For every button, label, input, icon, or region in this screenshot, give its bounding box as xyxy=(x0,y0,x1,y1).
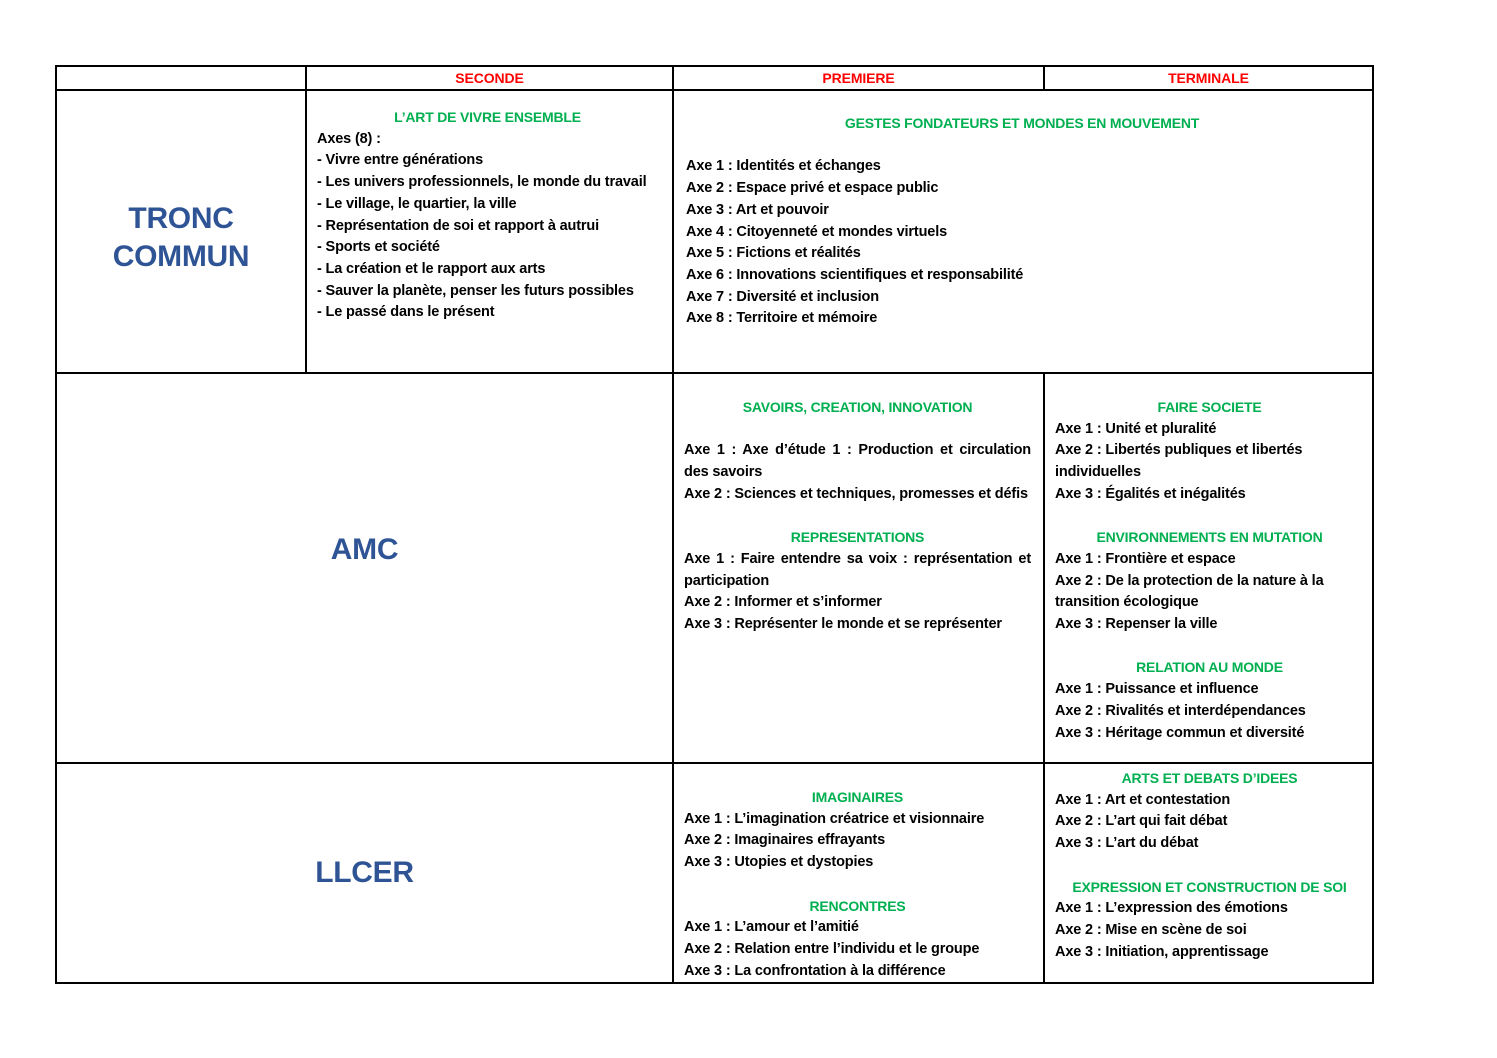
row-label-cell-amc xyxy=(57,374,674,764)
axis-item: Axe 3 : Héritage commun et diversité xyxy=(1055,724,1305,741)
header-blank-cell xyxy=(57,67,307,91)
cell-llcer-premiere xyxy=(674,764,1045,982)
section-title: EXPRESSION ET CONSTRUCTION DE SOI xyxy=(1072,878,1347,895)
axis-item: Axe 2 : Relation entre l’individu et le groupe xyxy=(684,940,980,957)
axis-item: Axe 3 : Égalités et inégalités xyxy=(1055,485,1246,502)
axis-item: Axe 3 : Initiation, apprentissage xyxy=(1055,943,1269,960)
column-header-terminale: TERMINALE xyxy=(1045,67,1372,91)
axis-item: Axe 1 : Unité et pluralité xyxy=(1055,420,1217,437)
section-title: L’ART DE VIVRE ENSEMBLE xyxy=(394,109,581,125)
axis-item: Axe 8 : Territoire et mémoire xyxy=(686,310,878,327)
theme-item: - Sports et société xyxy=(317,239,440,256)
column-header-seconde: SECONDE xyxy=(307,67,674,91)
cell-llcer-terminale xyxy=(1045,764,1372,982)
axis-item: Axe 1 : Axe d’étude 1 : Production et circulation des savoirs xyxy=(684,442,1031,481)
axis-item: Axe 3 : Utopies et dystopies xyxy=(684,854,874,871)
theme-item: - Vivre entre générations xyxy=(317,152,484,169)
axis-item: Axe 5 : Fictions et réalités xyxy=(686,245,861,262)
section-expression-et-construction-de-soi xyxy=(1055,877,1364,964)
axis-item: Axe 3 : Repenser la ville xyxy=(1055,616,1218,633)
section-relation-au-monde xyxy=(1055,657,1364,744)
theme-item: - La création et le rapport aux arts xyxy=(317,260,546,277)
axis-item: Axe 1 : Identités et échanges xyxy=(686,158,881,175)
section-title: FAIRE SOCIETE xyxy=(1157,399,1262,415)
axis-item: Axe 2 : Libertés publiques et libertés individuelles xyxy=(1055,442,1303,481)
theme-item: - Représentation de soi et rapport à autrui xyxy=(317,217,599,234)
axis-item: Axe 4 : Citoyenneté et mondes virtuels xyxy=(686,223,948,240)
axis-item: Axe 1 : Faire entendre sa voix : représentation et participation xyxy=(684,550,1031,589)
row-label-amc: AMC xyxy=(330,533,399,566)
section-representations xyxy=(684,527,1031,636)
axis-item: Axe 2 : Imaginaires effrayants xyxy=(684,832,886,849)
theme-item: - Sauver la planète, penser les futurs possibles xyxy=(317,282,634,299)
axis-item: Axe 2 : Sciences et techniques, promesses et défis xyxy=(684,485,1028,502)
column-header-premiere: PREMIERE xyxy=(674,67,1045,91)
section-title: ARTS ET DEBATS D’IDEES xyxy=(1121,770,1298,786)
section-faire-societe xyxy=(1055,397,1364,506)
cell-amc-terminale xyxy=(1045,374,1372,764)
axis-item: Axe 3 : Art et pouvoir xyxy=(686,201,829,218)
axis-item: Axe 1 : Art et contestation xyxy=(1055,791,1231,808)
row-label-cell-llcer xyxy=(57,764,674,982)
axis-item: Axe 2 : Informer et s’informer xyxy=(684,594,882,611)
section-arts-et-debats-d-idees xyxy=(1055,768,1364,855)
axis-item: Axe 1 : Puissance et influence xyxy=(1055,681,1259,698)
section-title: GESTES FONDATEURS ET MONDES EN MOUVEMENT xyxy=(844,115,1200,131)
axis-item: Axe 1 : Frontière et espace xyxy=(1055,550,1236,567)
section-title: RELATION AU MONDE xyxy=(1136,659,1283,676)
axis-item: Axe 1 : L’expression des émotions xyxy=(1055,900,1288,917)
section-title: SAVOIRS, CREATION, INNOVATION xyxy=(742,399,973,415)
axis-item: Axe 2 : De la protection de la nature à la transition écologique xyxy=(1055,572,1324,611)
axis-item: Axe 2 : L’art qui fait débat xyxy=(1055,813,1228,830)
axis-item: Axe 1 : L’amour et l’amitié xyxy=(684,919,859,936)
section-title: ENVIRONNEMENTS EN MUTATION xyxy=(1096,529,1323,546)
row-label-tronc-commun: TRONC COMMUN xyxy=(112,201,250,273)
axis-item: Axe 7 : Diversité et inclusion xyxy=(686,288,879,305)
axis-item: Axe 2 : Espace privé et espace public xyxy=(686,180,939,197)
axis-item: Axe 2 : Rivalités et interdépendances xyxy=(1055,702,1306,719)
axis-item: Axe 3 : L’art du débat xyxy=(1055,835,1199,852)
theme-item: - Le passé dans le présent xyxy=(317,304,495,321)
section-rencontres xyxy=(684,896,1031,983)
section-title: REPRESENTATIONS xyxy=(790,529,925,546)
section-environnements-en-mutation xyxy=(1055,527,1364,636)
theme-item: - Les univers professionnels, le monde du travail xyxy=(317,174,647,191)
section-title: RENCONTRES xyxy=(809,897,906,914)
cell-amc-premiere xyxy=(674,374,1045,764)
row-label-cell-tronc-commun xyxy=(57,91,307,374)
cell-tronc-commun-seconde xyxy=(307,91,674,374)
curriculum-table xyxy=(55,65,1374,984)
section-title: IMAGINAIRES xyxy=(811,789,904,805)
section-imaginaires xyxy=(684,787,1031,874)
axes-intro: Axes (8) : xyxy=(317,130,381,147)
row-label-llcer: LLCER xyxy=(315,856,414,889)
theme-item: - Le village, le quartier, la ville xyxy=(317,195,517,212)
axis-item: Axe 6 : Innovations scientifiques et responsabilité xyxy=(686,266,1024,283)
axis-item: Axe 3 : La confrontation à la différence xyxy=(684,962,946,979)
cell-tronc-commun-premiere-terminale xyxy=(674,91,1372,374)
axis-item: Axe 1 : L’imagination créatrice et visionnaire xyxy=(684,810,985,827)
section-savoirs-creation-innovation xyxy=(684,397,1031,506)
axis-item: Axe 3 : Représenter le monde et se représenter xyxy=(684,616,1002,632)
axis-item: Axe 2 : Mise en scène de soi xyxy=(1055,921,1247,938)
